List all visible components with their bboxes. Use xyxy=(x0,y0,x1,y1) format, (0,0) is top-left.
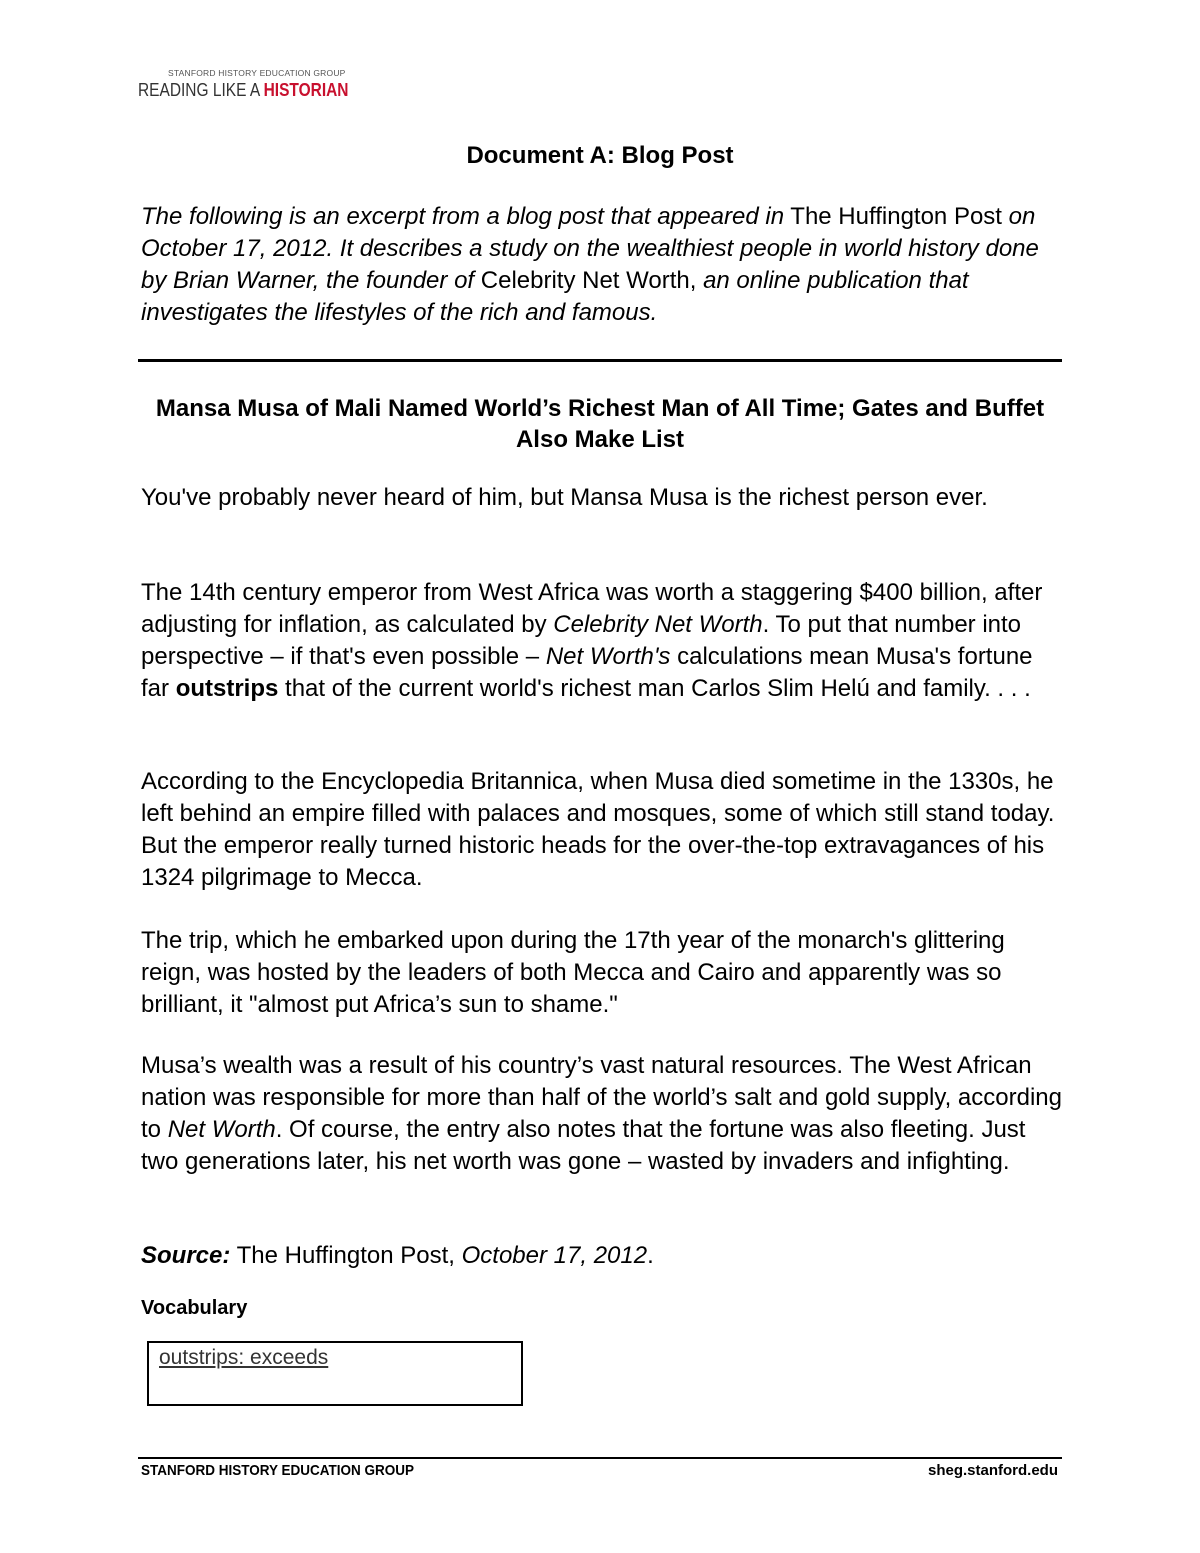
source-end: . xyxy=(647,1242,654,1269)
source-publication: The Huffington Post, xyxy=(230,1242,462,1269)
logo-title-b: HISTORIAN xyxy=(263,80,349,100)
p5-b: Net Worth xyxy=(167,1116,276,1143)
source-label: Source: xyxy=(141,1242,231,1269)
footer-url: sheg.stanford.edu xyxy=(927,1462,1058,1479)
intro-part-1: The following is an excerpt from a blog post that appeared in xyxy=(141,203,785,230)
source-date: October 17, 2012 xyxy=(461,1242,648,1269)
intro-part-3: on October 17, 2012. It describes a study on the wealthiest people in world history done by Brian Warner, the founder of xyxy=(141,203,1039,294)
paragraph-1: You've probably never heard of him, but Mansa Musa is the richest person ever. xyxy=(141,484,988,511)
footer-divider xyxy=(138,1457,1062,1459)
p2-d: Net Worth's xyxy=(545,643,671,670)
p5-a: Musa’s wealth was a result of his country’s vast natural resources. The West African nation was responsible for more than half of the world’s salt and gold supply, according to xyxy=(141,1052,1062,1143)
intro-part-5: an online publication that investigates the lifestyles of the rich and famous. xyxy=(141,267,969,326)
paragraph-4: The trip, which he embarked upon during the 17th year of the monarch's glittering reign, was hosted by the leaders of both Mecca and Cairo and apparently was so brilliant, it "almost put Africa’s sun to shame." xyxy=(141,927,1005,1018)
p2-e: calculations mean Musa's fortune far xyxy=(141,643,1033,702)
top-divider xyxy=(138,359,1062,362)
intro-part-4: Celebrity Net Worth, xyxy=(474,267,704,294)
p2-c: . To put that number into perspective – if that's even possible – xyxy=(141,611,1022,670)
paragraph-3: According to the Encyclopedia Britannica, when Musa died sometime in the 1330s, he left behind an empire filled with palaces and mosques, some of which still stand today. But the emperor really turned historic heads for the over-the-top extravagances of his 1324 pilgrimage to Mecca. xyxy=(141,768,1055,891)
intro-part-2: The Huffington Post xyxy=(784,203,1009,230)
p2-g: that of the current world's richest man Carlos Slim Helú and family. . . . xyxy=(278,675,1031,702)
p5-c: . Of course, the entry also notes that the fortune was also fleeting. Just two generations later, his net worth was gone – wasted by invaders and infighting. xyxy=(141,1116,1026,1175)
p2-b: Celebrity Net Worth xyxy=(553,611,763,638)
sheg-logo xyxy=(138,68,378,108)
logo-org-name: STANFORD HISTORY EDUCATION GROUP xyxy=(168,68,346,78)
vocabulary-entry: outstrips: exceeds xyxy=(159,1346,329,1369)
source-citation xyxy=(141,1240,654,1272)
vocabulary-box xyxy=(147,1341,523,1406)
document-intro xyxy=(141,201,1066,329)
logo-title-a: READING LIKE A xyxy=(138,80,264,100)
vocabulary-heading: Vocabulary xyxy=(141,1297,248,1319)
p2-a: The 14th century emperor from West Africa was worth a staggering $400 billion, after adjusting for inflation, as calculated by xyxy=(141,579,1043,638)
article-headline: Mansa Musa of Mali Named World’s Richest Man of All Time; Gates and Buffet Also Make List xyxy=(155,395,1045,453)
document-title: Document A: Blog Post xyxy=(466,142,734,169)
p2-vocab-term: outstrips xyxy=(175,675,279,702)
logo-title xyxy=(138,80,348,101)
paragraph-2 xyxy=(141,577,1066,705)
paragraph-5 xyxy=(141,1050,1066,1178)
footer-org: STANFORD HISTORY EDUCATION GROUP xyxy=(141,1462,415,1479)
